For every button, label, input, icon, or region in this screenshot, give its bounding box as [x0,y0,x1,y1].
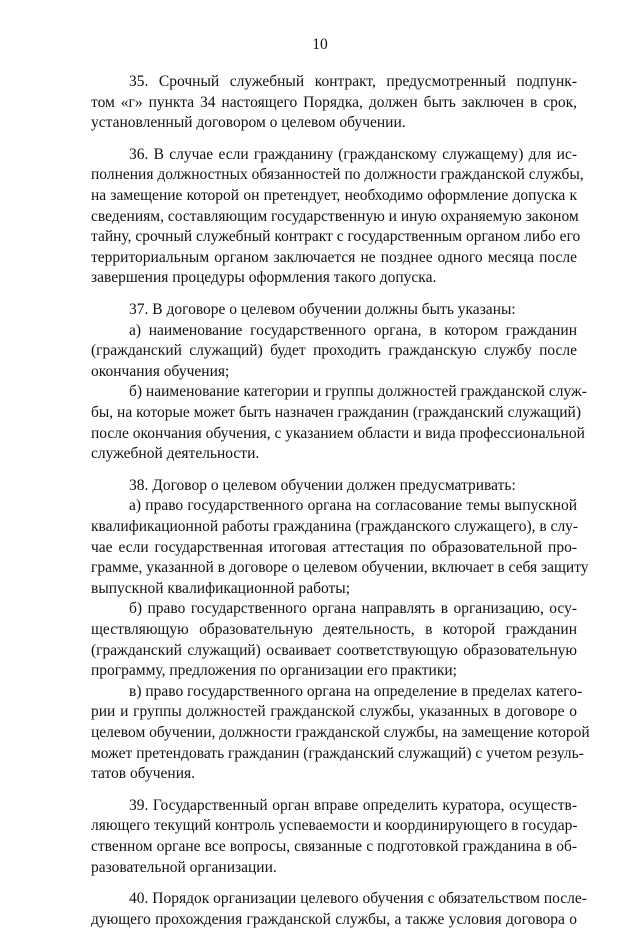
paragraph-line: бы, на которые может быть назначен гражданин (гражданский служащий) [91,404,581,421]
paragraph-line: территориальным органом заключается не позднее одного месяца после [91,249,577,266]
paragraph-line: тайну, срочный служебный контракт с государственным органом либо его [91,228,581,245]
paragraph-line: завершения процедуры оформления такого допуска. [91,269,437,286]
paragraph-line: после окончания обучения, с указанием области и вида профессиональной [91,425,585,442]
paragraph-line: квалификационной работы гражданина (гражданского служащего), в слу- [91,518,579,535]
paragraph-line: выпускной квалификационной работы; [91,580,351,597]
paragraph-line: том «г» пункта 34 настоящего Порядка, должен быть заключен в срок, [91,94,577,111]
paragraph-line: служебной деятельности. [91,445,260,462]
paragraph-line: сведениям, составляющим государственную и иную охраняемую законом [91,208,579,225]
paragraph-line: (гражданский служащий) будет проходить гражданскую службу после [91,342,577,359]
paragraph-line: (гражданский служащий) осваивает соответствующую образовательную [91,642,577,659]
paragraph-line: чае если государственная итоговая аттестация по образовательной про- [91,539,577,556]
paragraph-line: разовательной организации. [91,859,277,876]
paragraph-line: а) право государственного органа на согласование темы выпускной [129,497,577,514]
paragraph-line: ственном органе все вопросы, связанные с подготовкой гражданина в об- [91,838,577,855]
paragraph-line: программу, предложения по организации его практики; [91,662,457,679]
paragraph-line: 37. В договоре о целевом обучении должны быть указаны: [129,301,516,318]
paragraph-line: 35. Срочный служебный контракт, предусмотренный подпунк- [129,73,577,90]
paragraph-line: дующего прохождения гражданской службы, а также условия договора о [91,911,577,928]
paragraph-line: 36. В случае если гражданину (гражданскому служащему) для ис- [129,146,577,163]
paragraph-line: татов обучения. [91,765,196,782]
paragraph-line: целевом обучении, должности гражданской службы, на замещение которой [91,724,590,741]
page-number: 10 [312,36,328,53]
paragraph-line: ществляющую образовательную деятельность, в которой гражданин [91,621,577,638]
paragraph-line: 39. Государственный орган вправе определить куратора, осуществ- [129,797,577,814]
paragraph-line: на замещение которой он претендует, необходимо оформление допуска к [91,187,577,204]
paragraph-line: б) право государственного органа направлять в организацию, осу- [129,600,577,617]
paragraph-line: в) право государственного органа на определение в пределах катего- [129,683,583,700]
paragraph-line: б) наименование категории и группы должностей гражданской служ- [129,383,587,400]
paragraph-line: 40. Порядок организации целевого обучения с обязательством после- [129,890,587,907]
paragraph-line: установленный договором о целевом обучении. [91,114,406,131]
paragraph-line: полнения должностных обязанностей по должности гражданской службы, [91,166,584,183]
paragraph-line: окончания обучения; [91,363,230,380]
paragraph-line: а) наименование государственного органа, в котором гражданин [129,322,577,339]
paragraph-line: может претендовать гражданин (гражданский служащий) с учетом резуль- [91,745,584,762]
paragraph-line: 38. Договор о целевом обучении должен предусматривать: [129,477,516,494]
paragraph-line: рии и группы должностей гражданской службы, указанных в договоре о [91,703,577,720]
paragraph-line: ляющего текущий контроль успеваемости и координирующего в государ- [91,817,578,834]
paragraph-line: грамме, указанной в договоре о целевом обучении, включает в себя защиту [91,559,589,576]
